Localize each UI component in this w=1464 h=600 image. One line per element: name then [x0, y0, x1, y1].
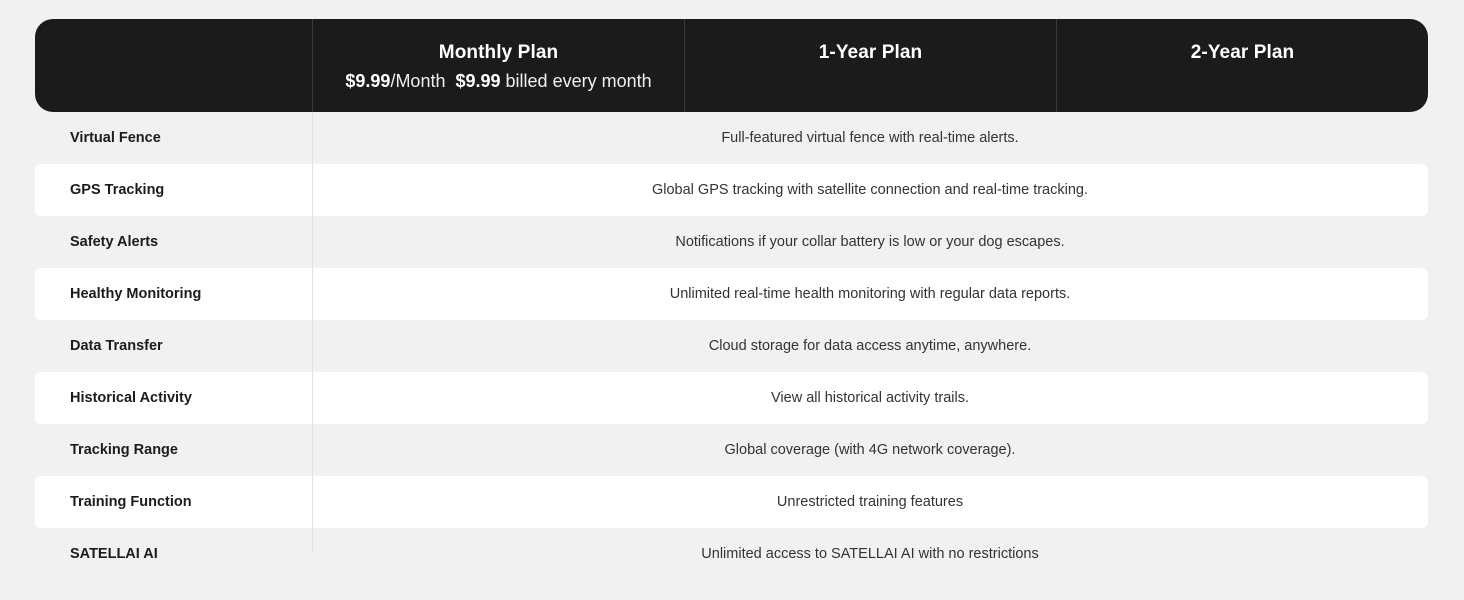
feature-description: Unlimited access to SATELLAI AI with no restrictions — [701, 546, 1039, 562]
billed-amount: $9.99 — [455, 71, 501, 91]
plan-header-monthly — [312, 19, 684, 112]
feature-row-historical-activity — [35, 372, 1428, 424]
feature-row-safety-alerts — [35, 216, 1428, 268]
feature-description: Unrestricted training features — [776, 494, 964, 510]
plan-title: 2-Year Plan — [1190, 42, 1295, 63]
plan-header-1-year — [684, 19, 1056, 112]
header-feature-column — [35, 19, 312, 112]
column-divider — [312, 112, 313, 553]
feature-description: Full-featured virtual fence with real-time alerts. — [721, 130, 1019, 146]
plan-header-2-year — [1056, 19, 1428, 112]
feature-description: Cloud storage for data access anytime, anywhere. — [708, 338, 1032, 354]
feature-description: Unlimited real-time health monitoring with regular data reports. — [669, 286, 1071, 302]
feature-name: GPS Tracking — [70, 182, 165, 198]
feature-name: Historical Activity — [70, 390, 192, 406]
feature-name: Safety Alerts — [70, 234, 159, 250]
price-unit: /Month — [390, 71, 446, 91]
feature-name: Healthy Monitoring — [70, 286, 202, 302]
feature-rows — [35, 112, 1428, 580]
feature-row-gps-tracking — [35, 164, 1428, 216]
feature-row-healthy-monitoring — [35, 268, 1428, 320]
plan-price — [313, 70, 684, 92]
plan-title: Monthly Plan — [438, 42, 559, 63]
table-header — [35, 19, 1428, 112]
feature-row-satellai-ai — [35, 528, 1428, 580]
plan-comparison-table — [35, 19, 1428, 580]
feature-description: Global coverage (with 4G network coverage). — [724, 442, 1016, 458]
feature-row-data-transfer — [35, 320, 1428, 372]
feature-description: View all historical activity trails. — [771, 390, 969, 406]
feature-row-training-function — [35, 476, 1428, 528]
feature-row-tracking-range — [35, 424, 1428, 476]
feature-description: Notifications if your collar battery is low or your dog escapes. — [675, 234, 1065, 250]
billed-text: billed every month — [500, 71, 652, 91]
feature-name: Data Transfer — [70, 338, 163, 354]
plan-title: 1-Year Plan — [818, 42, 923, 63]
feature-name: Training Function — [70, 494, 192, 510]
feature-description: Global GPS tracking with satellite connection and real-time tracking. — [651, 182, 1088, 198]
feature-name: Virtual Fence — [70, 130, 161, 146]
feature-row-virtual-fence — [35, 112, 1428, 164]
feature-name: SATELLAI AI — [70, 546, 158, 562]
price-amount: $9.99 — [345, 71, 391, 91]
feature-name: Tracking Range — [70, 442, 178, 458]
